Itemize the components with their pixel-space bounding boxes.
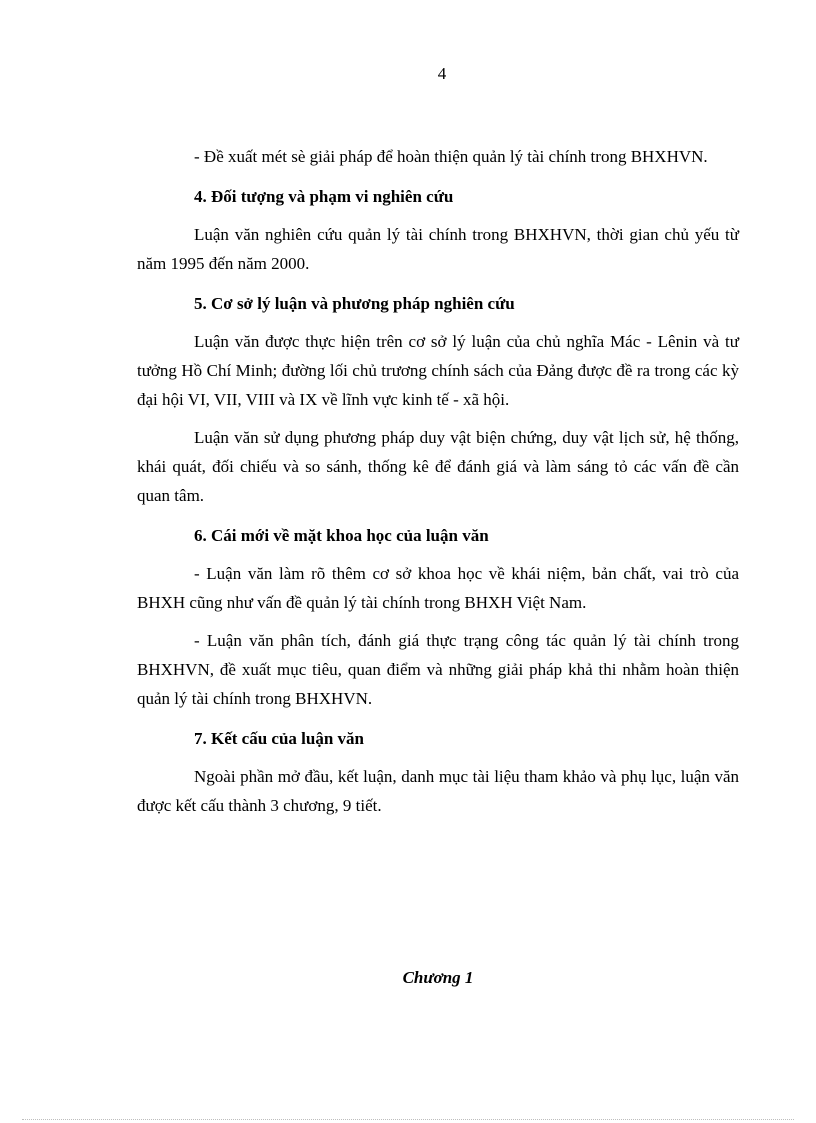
- goal-paragraph: - Đề xuất mét sè giải pháp để hoàn thiện quản lý tài chính trong BHXHVN.: [194, 147, 708, 166]
- chapter-title: Chương 1: [402, 968, 474, 987]
- section-5-paragraph-1: Luận văn được thực hiện trên cơ sở lý luận của chủ nghĩa Mác - Lênin và tư tưởng Hồ Chí Minh; đường lối chủ trương chính sách của Đảng được đề ra trong các kỳ đại hội VI, VII, VIII và IX về lĩnh vực kinh tế - xã hội.: [137, 332, 739, 409]
- section-6-paragraph-2: - Luận văn phân tích, đánh giá thực trạng công tác quản lý tài chính trong BHXHVN, đề xuất mục tiêu, quan điểm và những giải pháp khả thi nhằm hoàn thiện quản lý tài chính trong BHXHVN.: [137, 631, 739, 708]
- section-heading-6: 6. Cái mới về mặt khoa học của luận văn: [194, 526, 489, 545]
- section-5-paragraph-2: Luận văn sử dụng phương pháp duy vật biện chứng, duy vật lịch sử, hệ thống, khái quát, đối chiếu và so sánh, thống kê để đánh giá và làm sáng tỏ các vấn đề cần quan tâm.: [137, 428, 739, 505]
- section-6-paragraph-1: - Luận văn làm rõ thêm cơ sở khoa học về khái niệm, bản chất, vai trò của BHXH cũng như vấn đề quản lý tài chính trong BHXH Việt Nam.: [137, 564, 739, 612]
- page-number: 4: [437, 64, 447, 83]
- page-bottom-divider: [22, 1119, 794, 1120]
- section-heading-5: 5. Cơ sở lý luận và phương pháp nghiên cứu: [194, 294, 515, 313]
- section-heading-7: 7. Kết cấu của luận văn: [194, 729, 365, 748]
- section-heading-4: 4. Đối tượng và phạm vi nghiên cứu: [194, 187, 454, 206]
- section-7-paragraph: Ngoài phần mở đầu, kết luận, danh mục tài liệu tham khảo và phụ lục, luận văn được kết cấu thành 3 chương, 9 tiết.: [137, 767, 739, 815]
- document-body: [137, 142, 739, 820]
- section-4-paragraph: Luận văn nghiên cứu quản lý tài chính trong BHXHVN, thời gian chủ yếu từ năm 1995 đến năm 2000.: [137, 225, 739, 273]
